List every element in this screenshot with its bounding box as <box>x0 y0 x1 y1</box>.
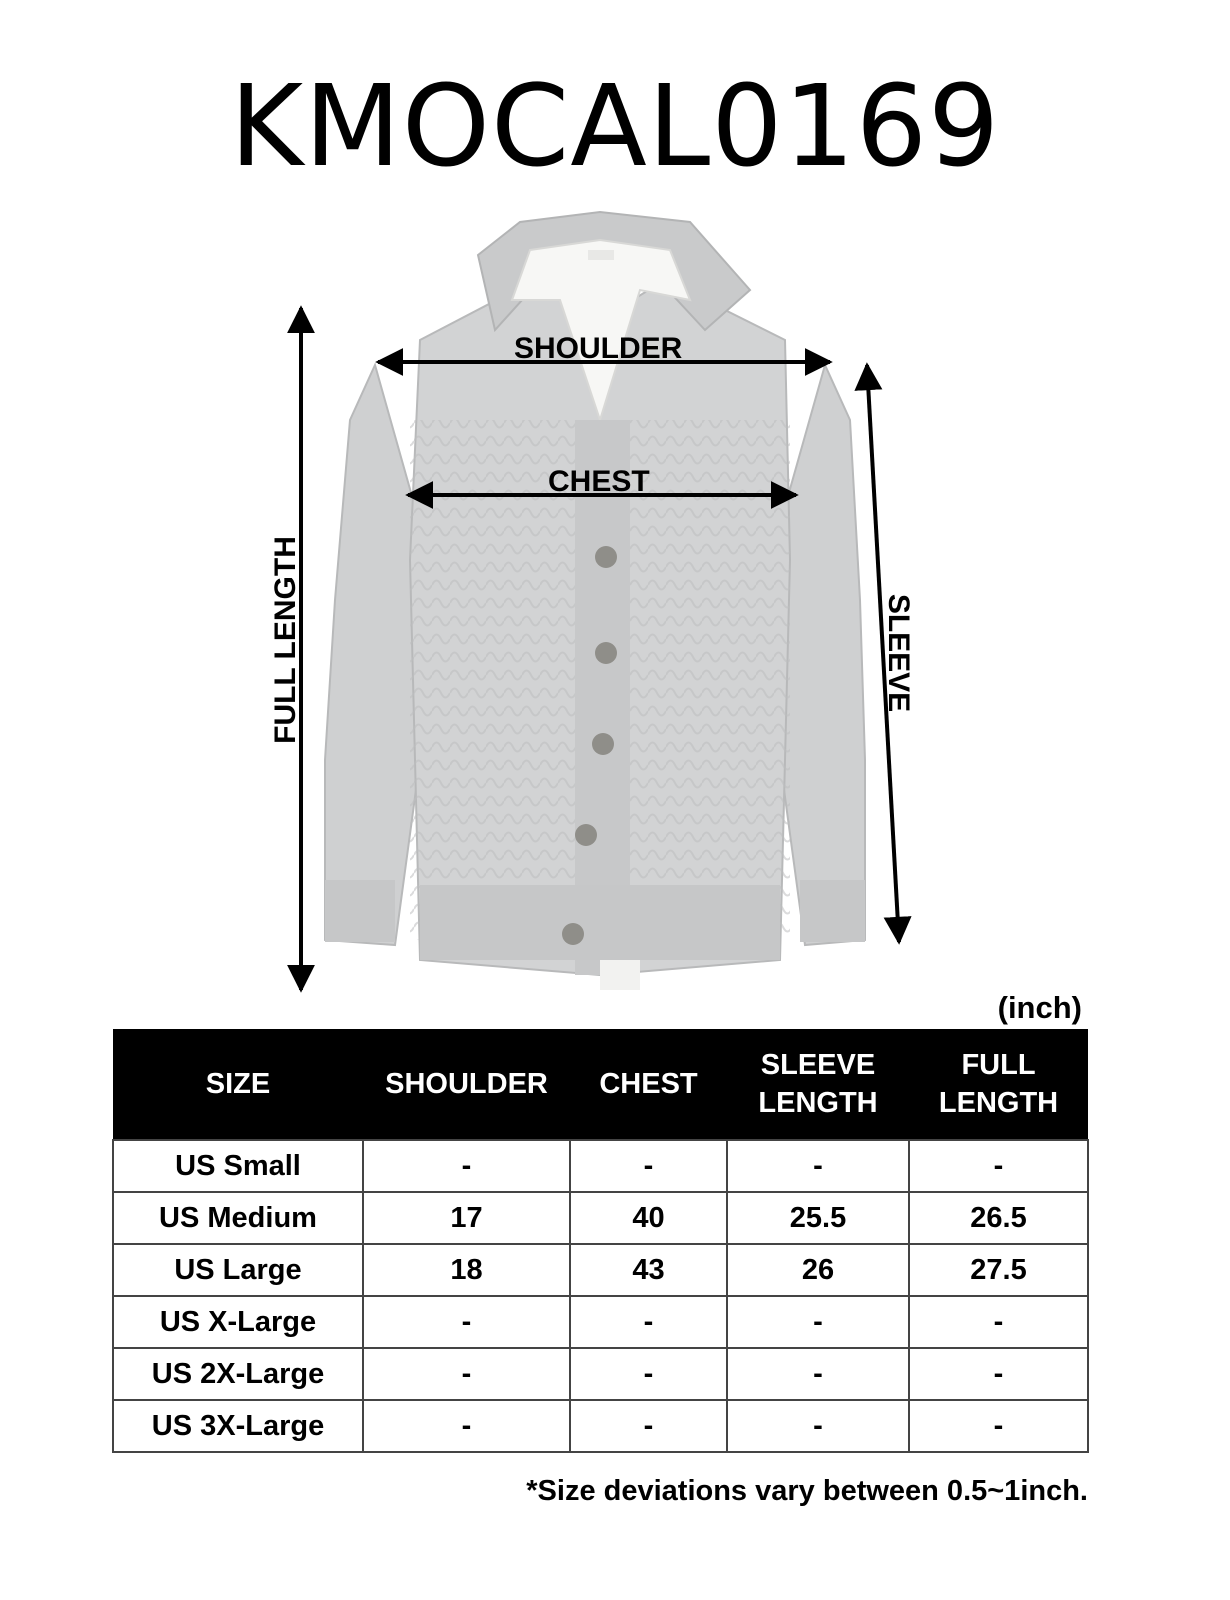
header-full-length: FULL LENGTH <box>909 1029 1088 1140</box>
button <box>595 642 617 664</box>
size-chart-table <box>112 1029 1089 1453</box>
cell-full-length: - <box>909 1348 1088 1400</box>
cell-chest: 43 <box>570 1244 727 1296</box>
cell-size: US 2X-Large <box>113 1348 363 1400</box>
button <box>562 923 584 945</box>
header-shoulder: SHOULDER <box>363 1029 570 1140</box>
chest-label: CHEST <box>548 465 650 498</box>
table-row <box>113 1244 1088 1296</box>
sleeve-label: SLEEVE <box>882 593 915 713</box>
cell-size: US X-Large <box>113 1296 363 1348</box>
header-size: SIZE <box>113 1029 363 1140</box>
button <box>595 546 617 568</box>
table-row <box>113 1192 1088 1244</box>
unit-label: (inch) <box>997 990 1082 1025</box>
cell-size: US Large <box>113 1244 363 1296</box>
cell-full-length: - <box>909 1296 1088 1348</box>
full-length-label: FULL LENGTH <box>269 536 302 744</box>
table-header-row <box>113 1029 1088 1140</box>
header-sleeve-length: SLEEVE LENGTH <box>727 1029 909 1140</box>
cell-size: US Medium <box>113 1192 363 1244</box>
table-row <box>113 1296 1088 1348</box>
cell-shoulder: - <box>363 1140 570 1192</box>
table-row <box>113 1348 1088 1400</box>
table-row <box>113 1140 1088 1192</box>
cell-sleeve-length: 25.5 <box>727 1192 909 1244</box>
table-row <box>113 1400 1088 1452</box>
button <box>592 733 614 755</box>
cell-chest: - <box>570 1348 727 1400</box>
cell-sleeve-length: 26 <box>727 1244 909 1296</box>
cell-sleeve-length: - <box>727 1140 909 1192</box>
cell-shoulder: - <box>363 1348 570 1400</box>
size-deviation-note: *Size deviations vary between 0.5~1inch. <box>526 1475 1088 1507</box>
product-code-title: KMOCAL0169 <box>229 62 1001 192</box>
cell-chest: - <box>570 1140 727 1192</box>
cell-full-length: 26.5 <box>909 1192 1088 1244</box>
cell-chest: - <box>570 1296 727 1348</box>
cell-shoulder: - <box>363 1296 570 1348</box>
cell-chest: - <box>570 1400 727 1452</box>
header-chest: CHEST <box>570 1029 727 1140</box>
cell-shoulder: - <box>363 1400 570 1452</box>
cell-full-length: 27.5 <box>909 1244 1088 1296</box>
cell-size: US 3X-Large <box>113 1400 363 1452</box>
cell-sleeve-length: - <box>727 1296 909 1348</box>
cell-size: US Small <box>113 1140 363 1192</box>
cell-shoulder: 17 <box>363 1192 570 1244</box>
cell-chest: 40 <box>570 1192 727 1244</box>
cell-sleeve-length: - <box>727 1348 909 1400</box>
cell-sleeve-length: - <box>727 1400 909 1452</box>
shoulder-label: SHOULDER <box>514 332 683 365</box>
cell-full-length: - <box>909 1140 1088 1192</box>
cell-shoulder: 18 <box>363 1244 570 1296</box>
cell-full-length: - <box>909 1400 1088 1452</box>
button <box>575 824 597 846</box>
